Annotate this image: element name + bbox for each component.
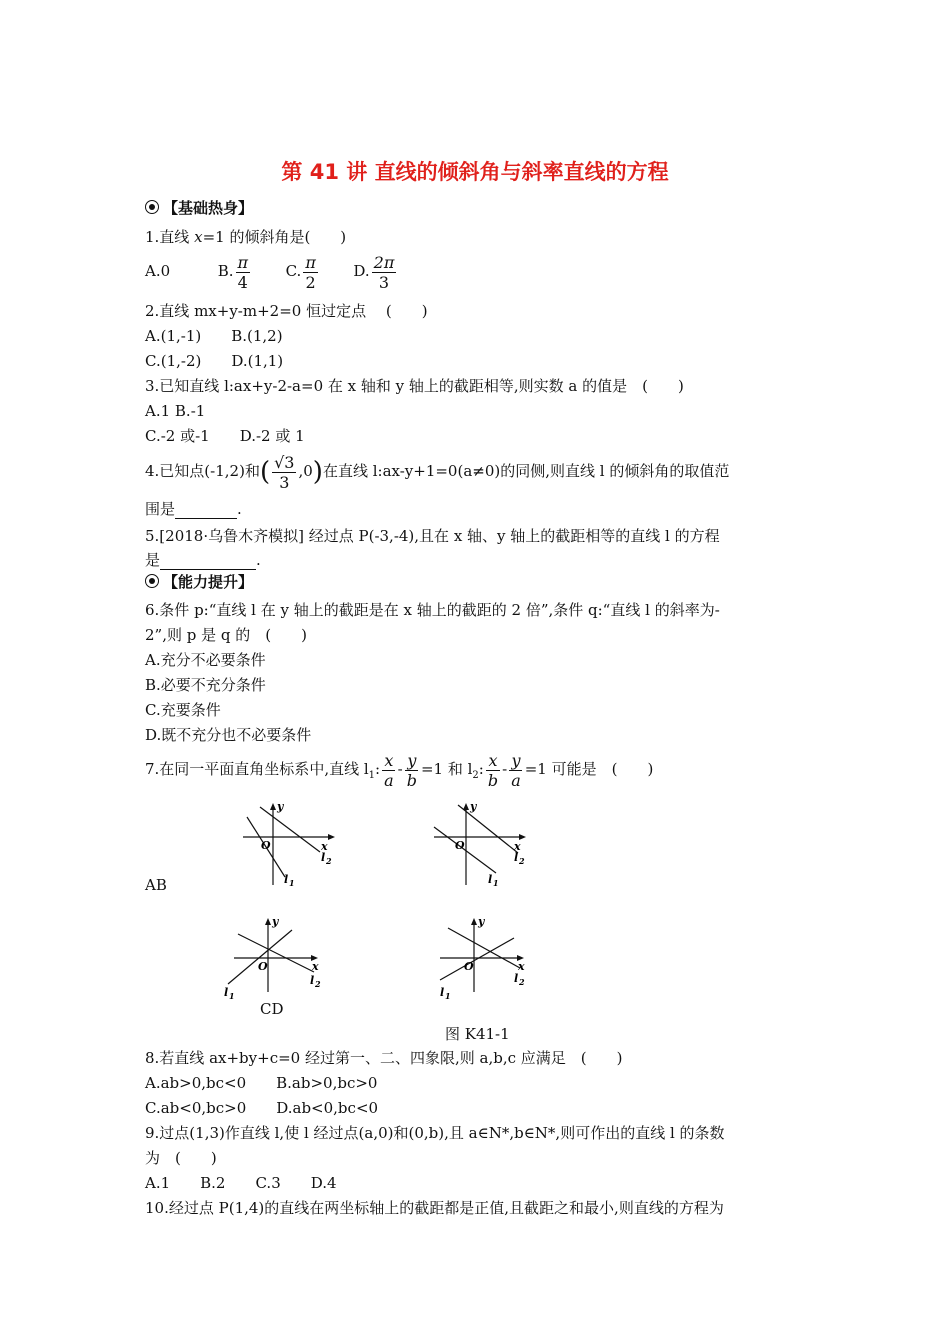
- svg-text:l: l: [321, 851, 326, 864]
- graph-b: [428, 797, 538, 889]
- svg-text:x: x: [514, 840, 521, 853]
- svg-text:l: l: [224, 986, 229, 999]
- q6-option-b: B.必要不充分条件: [145, 676, 266, 694]
- svg-text:l: l: [488, 873, 493, 886]
- q9-stem: 9.过点(1,3)作直线 l,使 l 经过点(a,0)和(0,b),且 a∈N*,b∈N*,则可作出的直线 l 的条数: [145, 1124, 725, 1142]
- svg-text:O: O: [258, 960, 268, 973]
- svg-text:l: l: [514, 851, 519, 864]
- svg-text:l: l: [514, 972, 519, 985]
- section-basic: [145, 197, 253, 218]
- section-basic-label: 【基础热身】: [163, 199, 254, 217]
- section-advanced: [145, 571, 253, 592]
- svg-text:y: y: [272, 915, 279, 928]
- svg-text:x: x: [312, 960, 319, 973]
- q9-options: A.1 B.2 C.3 D.4: [145, 1174, 337, 1192]
- svg-text:l: l: [310, 974, 315, 987]
- q8-options-cd: C.ab<0,bc>0 D.ab<0,bc<0: [145, 1099, 379, 1117]
- q6-option-d: D.既不充分也不必要条件: [145, 726, 312, 744]
- section-advanced-label: 【能力提升】: [163, 573, 254, 591]
- q8-stem: 8.若直线 ax+by+c=0 经过第一、二、四象限,则 a,b,c 应满足 ( ): [145, 1049, 623, 1067]
- q3-options-cd: C.-2 或-1 D.-2 或 1: [145, 427, 305, 445]
- q3-options-ab: A.1 B.-1: [145, 402, 206, 420]
- q9-stem-cont: 为 ( ): [145, 1149, 217, 1167]
- q6-option-a: A.充分不必要条件: [145, 651, 266, 669]
- page-title: 第 41 讲 直线的倾斜角与斜率直线的方程: [281, 160, 669, 184]
- q1-option-a: A.0: [145, 262, 171, 280]
- q6-stem: 6.条件 p:“直线 l 在 y 轴上的截距是在 x 轴上的截距的 2 倍”,条件 q:“直线 l 的斜率为-: [145, 601, 720, 619]
- svg-text:O: O: [455, 839, 465, 852]
- svg-text:1: 1: [493, 878, 499, 888]
- graph-d: [434, 912, 544, 1001]
- q1-stem: 1.直线 x=1 的倾斜角是( ): [145, 228, 347, 246]
- q4-answer-blank[interactable]: [175, 502, 237, 519]
- q6-option-c: C.充要条件: [145, 701, 221, 719]
- svg-text:2: 2: [519, 856, 525, 866]
- q5-stem: 5.[2018·乌鲁木齐模拟] 经过点 P(-3,-4),且在 x 轴、y 轴上的截距相等的直线 l 的方程: [145, 527, 720, 545]
- q2-options-cd: C.(1,-2) D.(1,1): [145, 352, 284, 370]
- bullet-circle-icon: [145, 574, 159, 588]
- q5-stem-cont: 是 .: [145, 551, 261, 569]
- q1-option-c: C. $\frac{\pi}{2}$: [285, 252, 316, 292]
- graph-label-ab: AB: [145, 876, 167, 894]
- q8-options-ab: A.ab>0,bc<0 B.ab>0,bc>0: [145, 1074, 378, 1092]
- q2-options-ab: A.(1,-1) B.(1,2): [145, 327, 283, 345]
- q4-stem: 4.已知点(-1,2)和( $\frac{√3}{3}$ ,0)在直线 l:ax-y+1=0(a≠0)的同侧,则直线 l 的倾斜角的取值范: [145, 452, 730, 492]
- svg-text:2: 2: [519, 977, 525, 987]
- q1-options: [145, 251, 398, 292]
- bullet-circle-icon: [145, 200, 159, 214]
- svg-text:x: x: [518, 960, 525, 973]
- svg-text:l: l: [440, 986, 445, 999]
- q1-option-d: D. $\frac{2\pi}{3}$: [353, 252, 395, 292]
- svg-text:2: 2: [326, 856, 332, 866]
- svg-text:x: x: [321, 840, 328, 853]
- q6-stem-cont: 2”,则 p 是 q 的 ( ): [145, 626, 307, 644]
- svg-text:y: y: [478, 915, 485, 928]
- svg-text:O: O: [464, 960, 474, 973]
- q10-stem: 10.经过点 P(1,4)的直线在两坐标轴上的截距都是正值,且截距之和最小,则直线的方程为: [145, 1199, 724, 1217]
- q2-stem: 2.直线 mx+y-m+2=0 恒过定点 ( ): [145, 302, 428, 320]
- q4-stem-cont: 围是 .: [145, 500, 242, 518]
- figure-caption: 图 K41-1: [445, 1025, 510, 1043]
- q7-stem: 7.在同一平面直角坐标系中,直线 $l_1$: $\frac{x}{a}$ - $\frac{y}{b}$ =1 和 $l_2$: $\frac{x}{b}$ - $\frac{y}{a}$ =1 可能是 ( ): [145, 750, 654, 790]
- svg-text:2: 2: [315, 979, 321, 989]
- q3-stem: 3.已知直线 l:ax+y-2-a=0 在 x 轴和 y 轴上的截距相等,则实数 a 的值是 ( ): [145, 377, 684, 395]
- svg-text:y: y: [277, 800, 284, 813]
- q5-answer-blank[interactable]: [160, 553, 256, 570]
- svg-text:1: 1: [445, 991, 451, 1001]
- graph-a: [235, 797, 345, 889]
- svg-text:1: 1: [229, 991, 235, 1001]
- graph-c: [222, 912, 332, 1001]
- svg-text:O: O: [261, 839, 271, 852]
- svg-text:y: y: [470, 800, 477, 813]
- q1-option-b: B. $\frac{\pi}{4}$: [217, 252, 249, 292]
- svg-text:l: l: [284, 873, 289, 886]
- svg-text:1: 1: [289, 878, 295, 888]
- graph-label-cd: CD: [260, 1000, 284, 1018]
